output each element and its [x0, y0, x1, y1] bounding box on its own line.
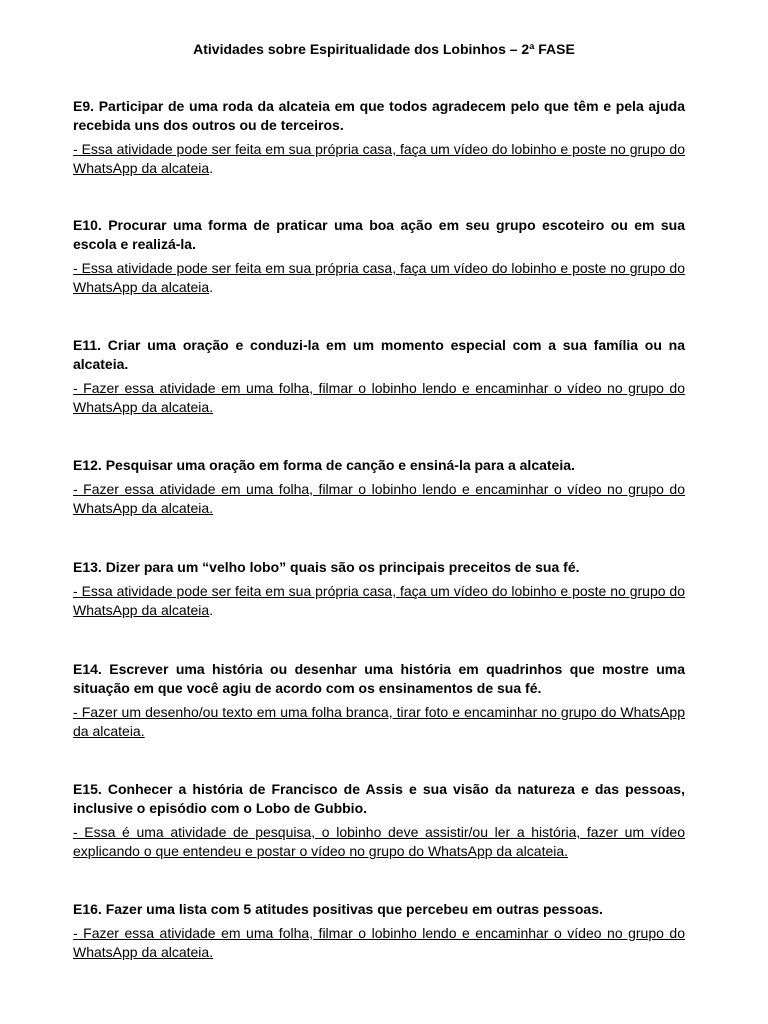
activity-heading: E16. Fazer uma lista com 5 atitudes positivas que percebeu em outras pessoas.: [73, 901, 603, 917]
activity-instruction-text: - Essa atividade pode ser feita em sua própria casa, faça um vídeo do lobinho e poste no grupo do WhatsApp da alcateia: [73, 260, 685, 295]
activity-instruction-text: - Essa é uma atividade de pesquisa, o lobinho deve assistir/ou ler a história, fazer um vídeo explicando o que entendeu e postar o vídeo no grupo do WhatsApp da alcateia.: [73, 824, 685, 859]
activity-heading: E11. Criar uma oração e conduzi-la em um momento especial com a sua família ou na alcateia.: [73, 337, 685, 372]
activity-instruction: [73, 703, 685, 741]
activity-e16: [73, 900, 685, 962]
activity-heading: E10. Procurar uma forma de praticar uma boa ação em seu grupo escoteiro ou em sua escola e realizá-la.: [73, 217, 685, 252]
activity-e9: [73, 97, 685, 178]
activity-heading: E14. Escrever uma história ou desenhar uma história em quadrinhos que mostre uma situação em que você agiu de acordo com os ensinamentos de sua fé.: [73, 661, 685, 696]
activity-e14: [73, 660, 685, 741]
activity-e12: [73, 456, 685, 518]
activity-e10: [73, 216, 685, 297]
activity-instruction-text: - Fazer essa atividade em uma folha, filmar o lobinho lendo e encaminhar o vídeo no grupo do WhatsApp da alcateia.: [73, 380, 685, 415]
activity-instruction-text: - Fazer um desenho/ou texto em uma folha branca, tirar foto e encaminhar no grupo do WhatsApp da alcateia.: [73, 704, 685, 739]
activity-instruction-tail: .: [209, 602, 214, 618]
activity-instruction: [73, 582, 685, 620]
activity-instruction: [73, 480, 685, 518]
document-title: Atividades sobre Espiritualidade dos Lobinhos – 2ª FASE: [193, 41, 575, 57]
activity-heading: E9. Participar de uma roda da alcateia em que todos agradecem pelo que têm e pela ajuda recebida uns dos outros ou de terceiros.: [73, 98, 685, 133]
activity-heading: E12. Pesquisar uma oração em forma de canção e ensiná-la para a alcateia.: [73, 457, 575, 473]
activity-heading: E13. Dizer para um “velho lobo” quais são os principais preceitos de sua fé.: [73, 559, 580, 575]
activity-instruction: [73, 379, 685, 417]
activity-instruction-tail: .: [209, 160, 214, 176]
activity-instruction-text: - Essa atividade pode ser feita em sua própria casa, faça um vídeo do lobinho e poste no grupo do WhatsApp da alcateia: [73, 141, 685, 176]
activity-e13: [73, 558, 685, 620]
activity-e11: [73, 336, 685, 417]
activity-instruction: [73, 259, 685, 297]
activity-instruction: [73, 823, 685, 861]
activity-instruction-text: - Essa atividade pode ser feita em sua própria casa, faça um vídeo do lobinho e poste no grupo do WhatsApp da alcateia: [73, 583, 685, 618]
activity-instruction-text: - Fazer essa atividade em uma folha, filmar o lobinho lendo e encaminhar o vídeo no grupo do WhatsApp da alcateia.: [73, 481, 685, 516]
activity-heading: E15. Conhecer a história de Francisco de Assis e sua visão da natureza e das pessoas, inclusive o episódio com o Lobo de Gubbio.: [73, 781, 685, 816]
activity-instruction: [73, 140, 685, 178]
activity-instruction-tail: .: [209, 279, 214, 295]
activity-instruction-text: - Fazer essa atividade em uma folha, filmar o lobinho lendo e encaminhar o vídeo no grupo do WhatsApp da alcateia.: [73, 925, 685, 960]
activity-instruction: [73, 924, 685, 962]
activity-e15: [73, 780, 685, 861]
